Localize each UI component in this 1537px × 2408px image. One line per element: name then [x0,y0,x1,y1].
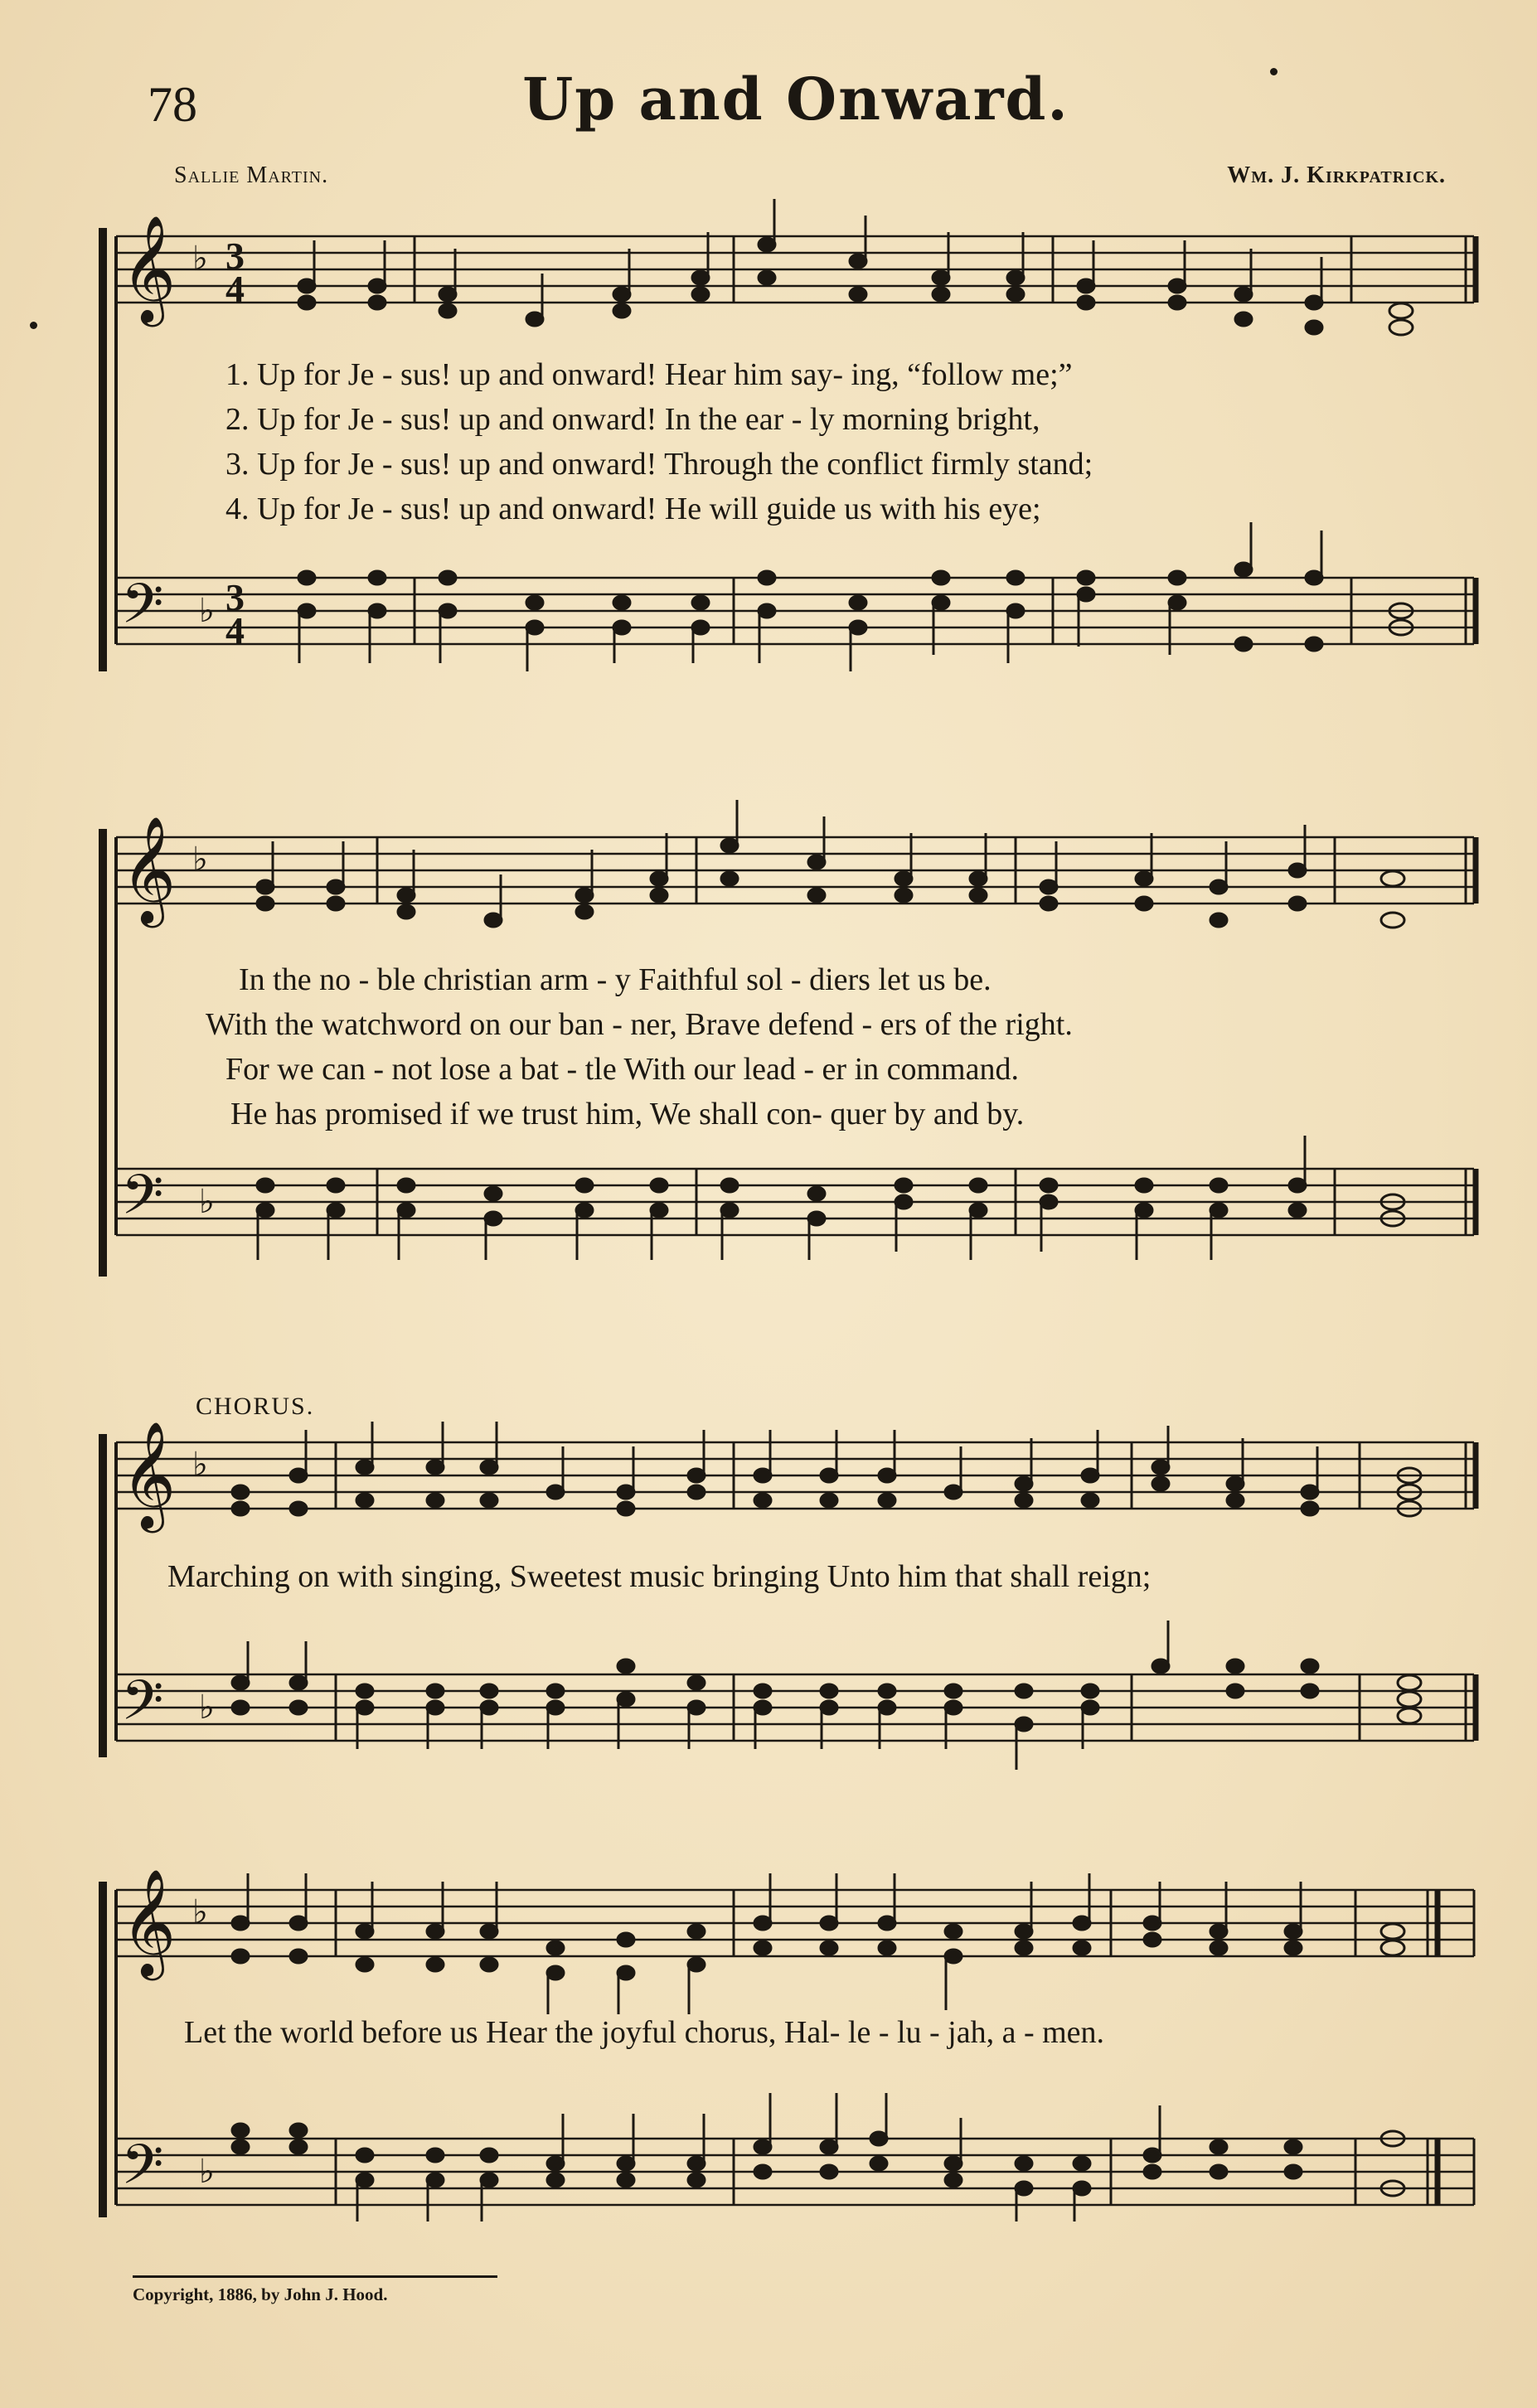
svg-text:♭: ♭ [192,1446,208,1483]
music-system-1 [0,191,1537,688]
chorus-line-2: Let the world before us Hear the joyful chorus, Hal- le - lu - jah, a - men. [184,2015,1105,2050]
music-system-3-chorus [0,1393,1537,1774]
chorus-label: CHORUS. [196,1393,315,1420]
page-header [0,0,1537,207]
svg-text:♭: ♭ [199,1689,215,1726]
verse-3-line-1: 3. Up for Je - sus! up and onward! Through the conflict firmly stand; [225,447,1093,482]
music-system-4 [0,1840,1537,2230]
composer: Wm. J. Kirkpatrick. [1227,162,1446,188]
svg-text:𝄞: 𝄞 [121,1868,177,1976]
time-signature-top: 3 [225,235,245,277]
verse-2-line-2: With the watchword on our ban - ner, Brave defend - ers of the right. [206,1007,1073,1042]
svg-text:𝄢: 𝄢 [121,572,164,649]
verse-3-line-2: For we can - not lose a bat - tle With our lead - er in command. [225,1052,1019,1087]
verse-4-line-1: 4. Up for Je - sus! up and onward! He will guide us with his eye; [225,492,1041,526]
page-number: 78 [148,77,197,132]
lyricist: Sallie Martin. [174,162,329,188]
verse-1-line-1: 1. Up for Je - sus! up and onward! Hear him say- ing, “follow me;” [225,357,1073,392]
svg-text:♭: ♭ [192,841,208,878]
grand-staff-2 [0,796,1537,1293]
chorus-line-1: Marching on with singing, Sweetest music bringing Unto him that shall reign; [167,1559,1152,1594]
svg-text:𝄞: 𝄞 [121,816,177,923]
svg-text:𝄢: 𝄢 [121,1669,164,1746]
svg-text:𝄢: 𝄢 [121,1163,164,1240]
svg-text:♭: ♭ [199,592,215,629]
time-signature-top: 3 [225,576,245,618]
time-signature-bottom: 4 [225,268,245,310]
verse-4-line-2: He has promised if we trust him, We shall con- quer by and by. [230,1097,1025,1131]
song-title: Up and Onward. [522,65,1069,133]
print-speck [1270,68,1278,75]
svg-text:𝄢: 𝄢 [121,2133,164,2210]
svg-text:𝄞: 𝄞 [121,1421,177,1529]
svg-text:♭: ♭ [192,1893,208,1931]
svg-text:♭: ♭ [199,1183,215,1220]
svg-text:♭: ♭ [199,2153,215,2190]
svg-text:𝄞: 𝄞 [121,215,177,322]
svg-text:♭: ♭ [192,240,208,277]
grand-staff-1 [0,191,1537,688]
verse-1-line-2: In the no - ble christian arm - y Faithful sol - diers let us be. [239,962,992,997]
music-system-2 [0,796,1537,1293]
time-signature-bottom: 4 [225,609,245,652]
copyright-notice: Copyright, 1886, by John J. Hood. [133,2275,497,2305]
verse-2-line-1: 2. Up for Je - sus! up and onward! In the ear - ly morning bright, [225,402,1040,437]
